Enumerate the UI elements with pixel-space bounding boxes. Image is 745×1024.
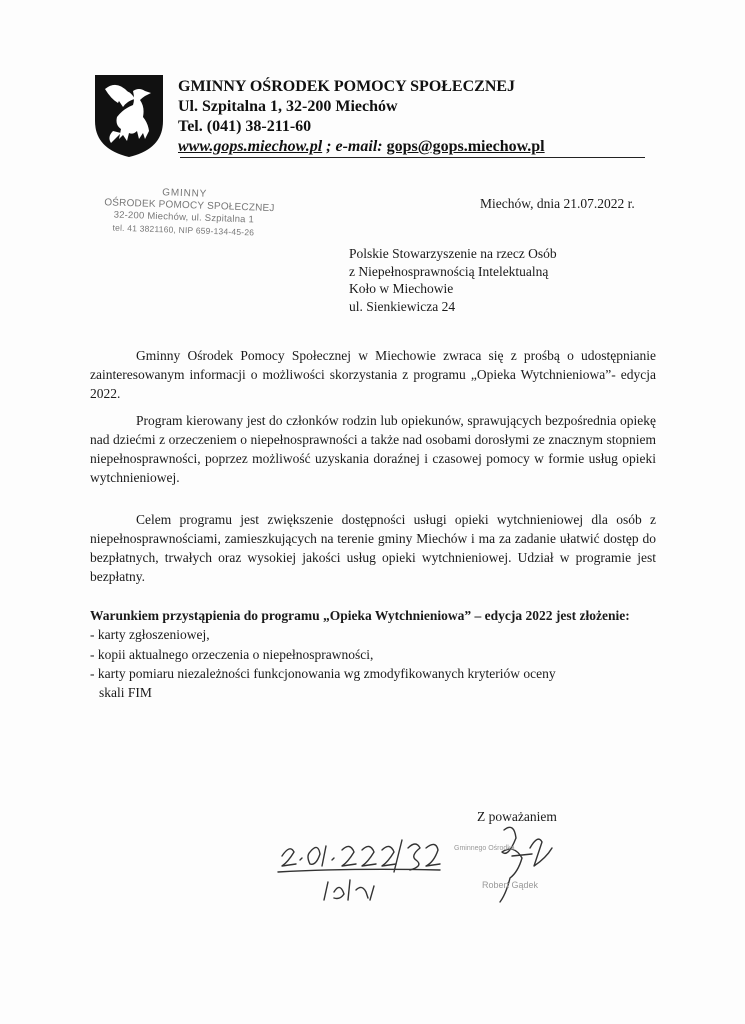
- body-paragraph: [90, 411, 656, 487]
- conditions-section: [90, 606, 630, 702]
- recipient-line: z Niepełnosprawnością Intelektualną: [349, 263, 549, 279]
- paragraph-text: Gminny Ośrodek Pomocy Społecznej w Miechowie zwraca się z prośbą o udostępnianie zainteresowanym informacji o możliwości skorzystania z programu „Opieka Wytchnieniowa”- edycja 2022.: [90, 348, 656, 401]
- paragraph-text: Program kierowany jest do członków rodzin lub opiekunów, sprawujących bezpośrednia opiekę nad dziećmi z orzeczeniem o niepełnosprawności a także nad osobami dorosłymi ze znacznym stopniem niepełnosprawności, poprzez możliwość uzyskania doraźnej i czasowej pomocy w formie usług opieki wytchnieniowej.: [90, 413, 656, 485]
- condition-continuation: skali FIM: [99, 685, 152, 701]
- condition-item: - kopii aktualnego orzeczenia o niepełnosprawności,: [90, 646, 374, 662]
- recipient-line: Koło w Miechowie: [349, 281, 454, 296]
- stamp-line: 32-200 Miechów, ul. Szpitalna 1: [113, 209, 255, 226]
- website-link[interactable]: www.gops.miechow.pl: [178, 138, 323, 155]
- recipient-line: ul. Sienkiewicza 24: [349, 298, 456, 314]
- email-separator: ; e-mail:: [322, 138, 387, 155]
- letter-date: Miechów, dnia 21.07.2022 r.: [480, 196, 635, 211]
- organization-name: GMINNY OŚRODEK POMOCY SPOŁECZNEJ: [178, 78, 516, 95]
- organization-address: Ul. Szpitalna 1, 32-200 Miechów: [178, 98, 398, 115]
- svg-text:Gminnego Ośrodka: Gminnego Ośrodka: [454, 845, 515, 852]
- griffin-coat-of-arms-logo: [93, 73, 165, 159]
- handwritten-signature: [270, 808, 600, 908]
- closing-salutation: Z poważaniem: [477, 809, 557, 824]
- condition-item: - karty pomiaru niezależności funkcjonowania wg zmodyfikowanych kryteriów oceny: [90, 665, 556, 681]
- organization-phone: Tel. (041) 38-211-60: [178, 118, 312, 135]
- contact-line: [178, 137, 545, 156]
- body-paragraph: [90, 346, 656, 403]
- email-link[interactable]: gops@gops.miechow.pl: [386, 138, 545, 155]
- svg-text:Robert Gądek: Robert Gądek: [482, 880, 539, 890]
- stamp-line: OŚRODEK POMOCY SPOŁECZNEJ: [104, 197, 275, 215]
- header-divider: [180, 157, 645, 158]
- body-paragraph: [90, 510, 656, 586]
- stamp-line: tel. 41 3821160, NIP 659-134-45-26: [112, 222, 255, 238]
- conditions-heading: Warunkiem przystąpienia do programu „Opieka Wytchnieniowa” – edycja 2022 jest złożenie:: [90, 608, 630, 623]
- condition-item: - karty zgłoszeniowej,: [90, 627, 210, 643]
- recipient-line: Polskie Stowarzyszenie na rzecz Osób: [349, 246, 557, 261]
- stamp-line: GMINNY: [162, 187, 208, 200]
- organization-stamp: [103, 185, 275, 239]
- paragraph-text: Celem programu jest zwiększenie dostępności usługi opieki wytchnieniowej dla osób z niepełnosprawnościami, zamieszkujących na terenie gminy Miechów i ma za zadanie ułatwić dostęp do bezpłatnych, trwałych oraz wysokiej jakości usług opieki wytchnieniowej. Udział w programie jest bezpłatny.: [90, 512, 656, 584]
- recipient-address: [349, 245, 557, 315]
